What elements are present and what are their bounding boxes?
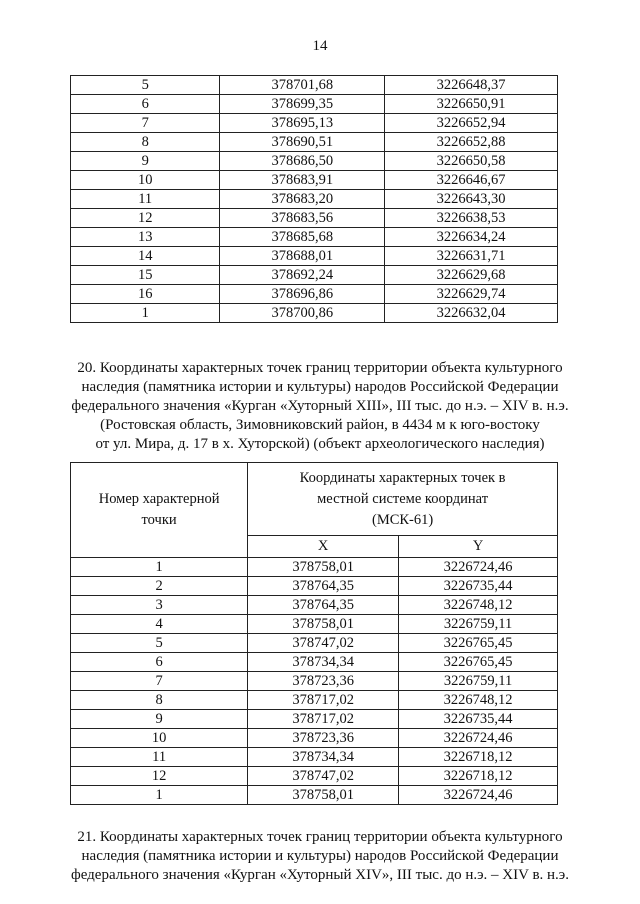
point-number-cell: 9 xyxy=(71,152,220,171)
table-row xyxy=(71,577,558,596)
point-number-cell: 3 xyxy=(71,596,248,615)
table-row xyxy=(71,691,558,710)
heading-line: 21. Координаты характерных точек границ территории объекта культурного xyxy=(77,829,563,845)
y-coordinate-cell: 3226629,68 xyxy=(385,266,558,285)
point-number-cell: 6 xyxy=(71,95,220,114)
point-number-cell: 9 xyxy=(71,710,248,729)
y-coordinate-cell: 3226643,30 xyxy=(385,190,558,209)
heading-line: от ул. Мира, д. 17 в х. Хуторской) (объект археологического наследия) xyxy=(95,436,545,452)
point-number-cell: 1 xyxy=(71,558,248,577)
table-row xyxy=(71,653,558,672)
y-coordinate-cell: 3226748,12 xyxy=(399,596,558,615)
x-coordinate-cell: 378699,35 xyxy=(220,95,385,114)
table-row xyxy=(71,171,558,190)
table1-body xyxy=(71,76,558,323)
x-coordinate-cell: 378734,34 xyxy=(248,748,399,767)
point-number-cell: 13 xyxy=(71,228,220,247)
heading-line: федерального значения «Курган «Хуторный XIV», III тыс. до н.э. – XIV в. н.э. xyxy=(71,867,569,883)
y-coordinate-cell: 3226650,91 xyxy=(385,95,558,114)
point-number-cell: 14 xyxy=(71,247,220,266)
x-coordinate-cell: 378701,68 xyxy=(220,76,385,95)
x-coordinate-cell: 378723,36 xyxy=(248,729,399,748)
point-number-cell: 6 xyxy=(71,653,248,672)
table-row xyxy=(71,710,558,729)
heading-line: 20. Координаты характерных точек границ территории объекта культурного xyxy=(77,360,563,376)
table-row xyxy=(71,729,558,748)
y-coordinate-cell: 3226632,04 xyxy=(385,304,558,323)
point-number-cell: 4 xyxy=(71,615,248,634)
section-21-heading xyxy=(60,828,580,885)
y-coordinate-cell: 3226718,12 xyxy=(399,767,558,786)
y-coordinate-cell: 3226765,45 xyxy=(399,653,558,672)
header-coordinates: Координаты характерных точек в местной системе координат (МСК-61) xyxy=(248,463,558,536)
x-coordinate-cell: 378734,34 xyxy=(248,653,399,672)
y-coordinate-cell: 3226648,37 xyxy=(385,76,558,95)
table-row xyxy=(71,672,558,691)
x-coordinate-cell: 378683,91 xyxy=(220,171,385,190)
point-number-cell: 1 xyxy=(71,304,220,323)
point-number-cell: 5 xyxy=(71,634,248,653)
x-coordinate-cell: 378747,02 xyxy=(248,634,399,653)
table-row xyxy=(71,190,558,209)
x-coordinate-cell: 378686,50 xyxy=(220,152,385,171)
point-number-cell: 1 xyxy=(71,786,248,805)
x-coordinate-cell: 378690,51 xyxy=(220,133,385,152)
table-row xyxy=(71,114,558,133)
y-coordinate-cell: 3226646,67 xyxy=(385,171,558,190)
header-point-number: Номер характерной точки xyxy=(71,463,248,558)
table-row xyxy=(71,748,558,767)
table-row xyxy=(71,285,558,304)
table-row xyxy=(71,95,558,114)
coordinates-table-20 xyxy=(70,462,558,805)
section-20-heading xyxy=(60,359,580,454)
y-coordinate-cell: 3226724,46 xyxy=(399,558,558,577)
x-coordinate-cell: 378758,01 xyxy=(248,558,399,577)
y-coordinate-cell: 3226759,11 xyxy=(399,615,558,634)
y-coordinate-cell: 3226718,12 xyxy=(399,748,558,767)
y-coordinate-cell: 3226724,46 xyxy=(399,786,558,805)
y-coordinate-cell: 3226759,11 xyxy=(399,672,558,691)
heading-line: федерального значения «Курган «Хуторный XIII», III тыс. до н.э. – XIV в. н.э. xyxy=(71,398,569,414)
x-coordinate-cell: 378723,36 xyxy=(248,672,399,691)
table-row xyxy=(71,209,558,228)
table-row xyxy=(71,767,558,786)
y-coordinate-cell: 3226748,12 xyxy=(399,691,558,710)
x-coordinate-cell: 378717,02 xyxy=(248,710,399,729)
heading-line: наследия (памятника истории и культуры) народов Российской Федерации xyxy=(81,848,559,864)
y-coordinate-cell: 3226652,88 xyxy=(385,133,558,152)
point-number-cell: 16 xyxy=(71,285,220,304)
table-row xyxy=(71,247,558,266)
point-number-cell: 5 xyxy=(71,76,220,95)
point-number-cell: 12 xyxy=(71,209,220,228)
table-row xyxy=(71,133,558,152)
y-coordinate-cell: 3226650,58 xyxy=(385,152,558,171)
coordinates-table-19 xyxy=(70,75,558,323)
x-coordinate-cell: 378692,24 xyxy=(220,266,385,285)
x-coordinate-cell: 378688,01 xyxy=(220,247,385,266)
table-row xyxy=(71,634,558,653)
x-coordinate-cell: 378683,20 xyxy=(220,190,385,209)
y-coordinate-cell: 3226631,71 xyxy=(385,247,558,266)
point-number-cell: 15 xyxy=(71,266,220,285)
heading-line: наследия (памятника истории и культуры) народов Российской Федерации xyxy=(81,379,559,395)
y-coordinate-cell: 3226724,46 xyxy=(399,729,558,748)
x-coordinate-cell: 378747,02 xyxy=(248,767,399,786)
x-coordinate-cell: 378758,01 xyxy=(248,615,399,634)
table-row xyxy=(71,558,558,577)
table-row xyxy=(71,228,558,247)
table-row xyxy=(71,266,558,285)
table-row xyxy=(71,615,558,634)
table-row xyxy=(71,596,558,615)
point-number-cell: 2 xyxy=(71,577,248,596)
page-number: 14 xyxy=(312,38,328,54)
y-coordinate-cell: 3226634,24 xyxy=(385,228,558,247)
point-number-cell: 8 xyxy=(71,691,248,710)
table2-body xyxy=(71,558,558,805)
point-number-cell: 7 xyxy=(71,114,220,133)
y-coordinate-cell: 3226629,74 xyxy=(385,285,558,304)
x-coordinate-cell: 378683,56 xyxy=(220,209,385,228)
table-row xyxy=(71,76,558,95)
table-row xyxy=(71,152,558,171)
x-coordinate-cell: 378764,35 xyxy=(248,577,399,596)
y-coordinate-cell: 3226765,45 xyxy=(399,634,558,653)
heading-line: (Ростовская область, Зимовниковский район, в 4434 м к юго-востоку xyxy=(100,417,540,433)
x-coordinate-cell: 378717,02 xyxy=(248,691,399,710)
point-number-cell: 8 xyxy=(71,133,220,152)
x-coordinate-cell: 378700,86 xyxy=(220,304,385,323)
x-coordinate-cell: 378696,86 xyxy=(220,285,385,304)
point-number-cell: 11 xyxy=(71,190,220,209)
y-coordinate-cell: 3226652,94 xyxy=(385,114,558,133)
y-coordinate-cell: 3226735,44 xyxy=(399,710,558,729)
point-number-cell: 7 xyxy=(71,672,248,691)
header-x: X xyxy=(248,536,399,558)
point-number-cell: 11 xyxy=(71,748,248,767)
x-coordinate-cell: 378685,68 xyxy=(220,228,385,247)
table-row xyxy=(71,304,558,323)
point-number-cell: 10 xyxy=(71,171,220,190)
point-number-cell: 10 xyxy=(71,729,248,748)
point-number-cell: 12 xyxy=(71,767,248,786)
header-y: Y xyxy=(399,536,558,558)
y-coordinate-cell: 3226735,44 xyxy=(399,577,558,596)
table-row xyxy=(71,786,558,805)
x-coordinate-cell: 378758,01 xyxy=(248,786,399,805)
x-coordinate-cell: 378695,13 xyxy=(220,114,385,133)
y-coordinate-cell: 3226638,53 xyxy=(385,209,558,228)
x-coordinate-cell: 378764,35 xyxy=(248,596,399,615)
